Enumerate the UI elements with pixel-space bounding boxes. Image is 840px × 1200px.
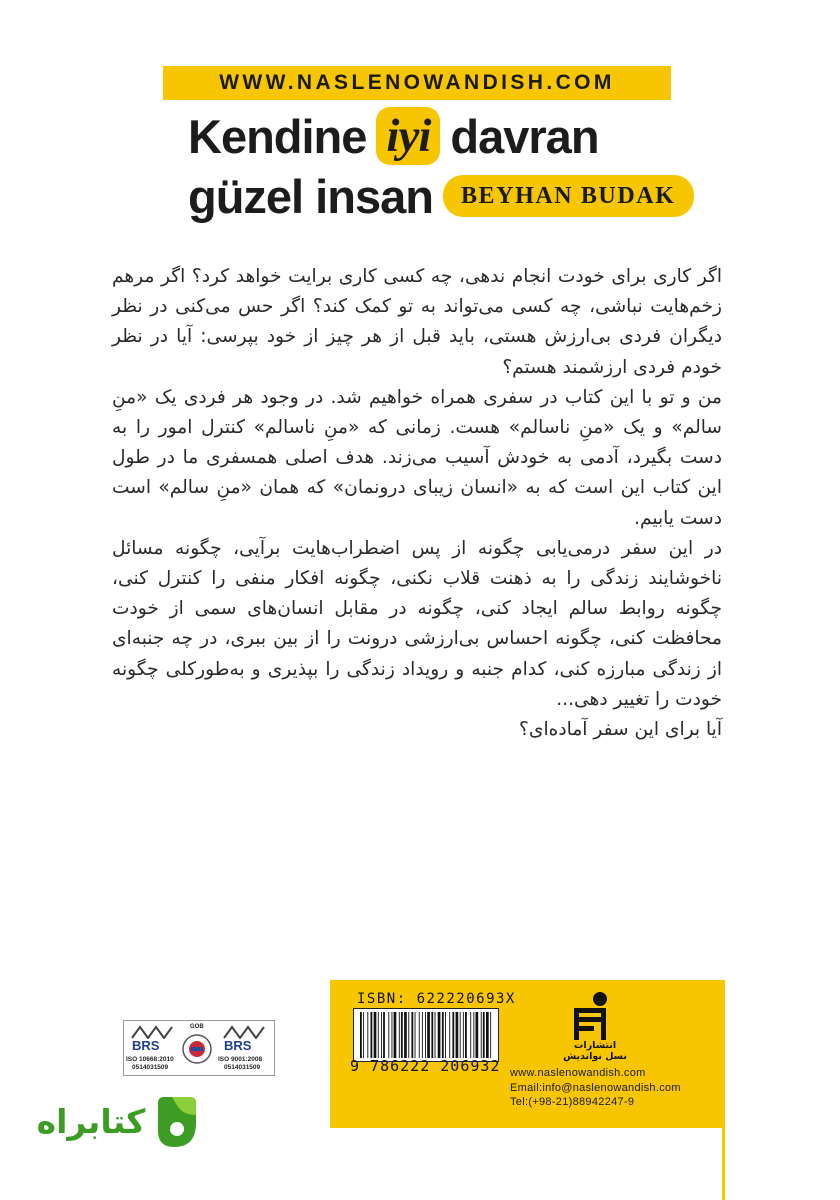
iso-left-code: 0514031509	[132, 1064, 169, 1071]
iso-right-label: ISO 9001:2008	[218, 1056, 263, 1063]
book-title-line2	[188, 164, 828, 228]
book-title-line1	[188, 104, 828, 168]
brs-right-label: BRS	[224, 1038, 252, 1053]
gob-seal-label: GOB	[190, 1024, 204, 1030]
contact-phone: Tel:(+98-21)88942247-9	[510, 1096, 635, 1108]
isbn-label: ISBN: 622220693X	[357, 991, 516, 1007]
publisher-name-line1: انتشارات	[573, 1040, 617, 1051]
gob-seal-icon	[181, 1033, 213, 1065]
blurb-paragraph: آیا برای این سفر آماده‌ای؟	[519, 719, 722, 741]
publisher-logo-icon	[570, 990, 612, 1042]
publisher-contacts	[510, 1066, 681, 1110]
certification-box	[123, 1020, 275, 1076]
brs-left-label: BRS	[132, 1038, 160, 1053]
contact-website: www.naslenowandish.com	[510, 1067, 646, 1079]
title-word-guzel-insan: güzel insan	[188, 169, 433, 223]
brs-left-logo-icon	[130, 1025, 174, 1039]
blurb-paragraph: در این سفر درمی‌یابی چگونه از پس اضطراب‌هایت برآیی، چگونه مسائل ناخوشایند زندگی را به ذهنت قلاب نکنی، چگونه افکار منفی را کنترل کنی، چگونه روابط سالم ایجاد کنی، چگونه در مقابل انسان‌های سمی از خودت محافظت کنی، چگونه احساس بی‌ارزشی درونت را از بین ببری، در چه جنبه‌ای از زندگی مبارزه کنی، کدام جنبه و رویداد زندگی را بپذیری و به‌طورکلی چگونه خودت را تغییر دهی...	[112, 537, 722, 710]
blurb-paragraph: من و تو با این کتاب در سفری همراه خواهیم شد. در وجود هر فردی یک «منِ سالم» و یک «منِ ناسالم» هست. زمانی که «منِ ناسالم» کنترل امور را به دست بگیرد، آدمی به خودش آسیب می‌زند. هدف اصلی همسفری ما در طول این کتاب این است که به «انسان زیبای درونمان» که همان «منِ سالم» است دست یابیم.	[112, 386, 722, 529]
website-banner: WWW.NASLENOWANDISH.COM	[163, 66, 671, 100]
author-badge: BEYHAN BUDAK	[443, 175, 694, 217]
blurb-paragraph: اگر کاری برای خودت انجام ندهی، چه کسی کاری برایت خواهد کرد؟ اگر مرهم زخم‌هایت نباشی، چه کسی می‌تواند به تو کمک کند؟ اگر حس می‌کنی در نظر دیگران فردی بی‌ارزش هستی، باید قبل از هر چیز از خود بپرسی: آیا در نظر خودم فردی ارزشمند هستم؟	[112, 266, 722, 378]
publisher-name	[548, 1040, 642, 1062]
title-word-davran: davran	[450, 109, 599, 163]
contact-email: Email:info@naslenowandish.com	[510, 1081, 681, 1094]
iso-right-code: 0514031509	[224, 1064, 261, 1071]
iso-left-label: ISO 10668:2010	[126, 1056, 174, 1063]
spine-edge-stripe	[722, 980, 725, 1200]
brs-right-logo-icon	[222, 1025, 266, 1039]
title-highlight-iyi: iyi	[376, 107, 440, 165]
barcode-icon	[353, 1008, 499, 1062]
barcode-number: 9 786222 206932	[350, 1057, 501, 1075]
publisher-name-line2: نسل نواندیش	[563, 1051, 627, 1062]
ketabrah-wordmark: کتابراه	[36, 1102, 146, 1141]
title-word-kendine: Kendine	[188, 109, 367, 163]
back-cover-blurb	[112, 262, 722, 745]
ketabrah-logo-icon	[150, 1093, 204, 1151]
